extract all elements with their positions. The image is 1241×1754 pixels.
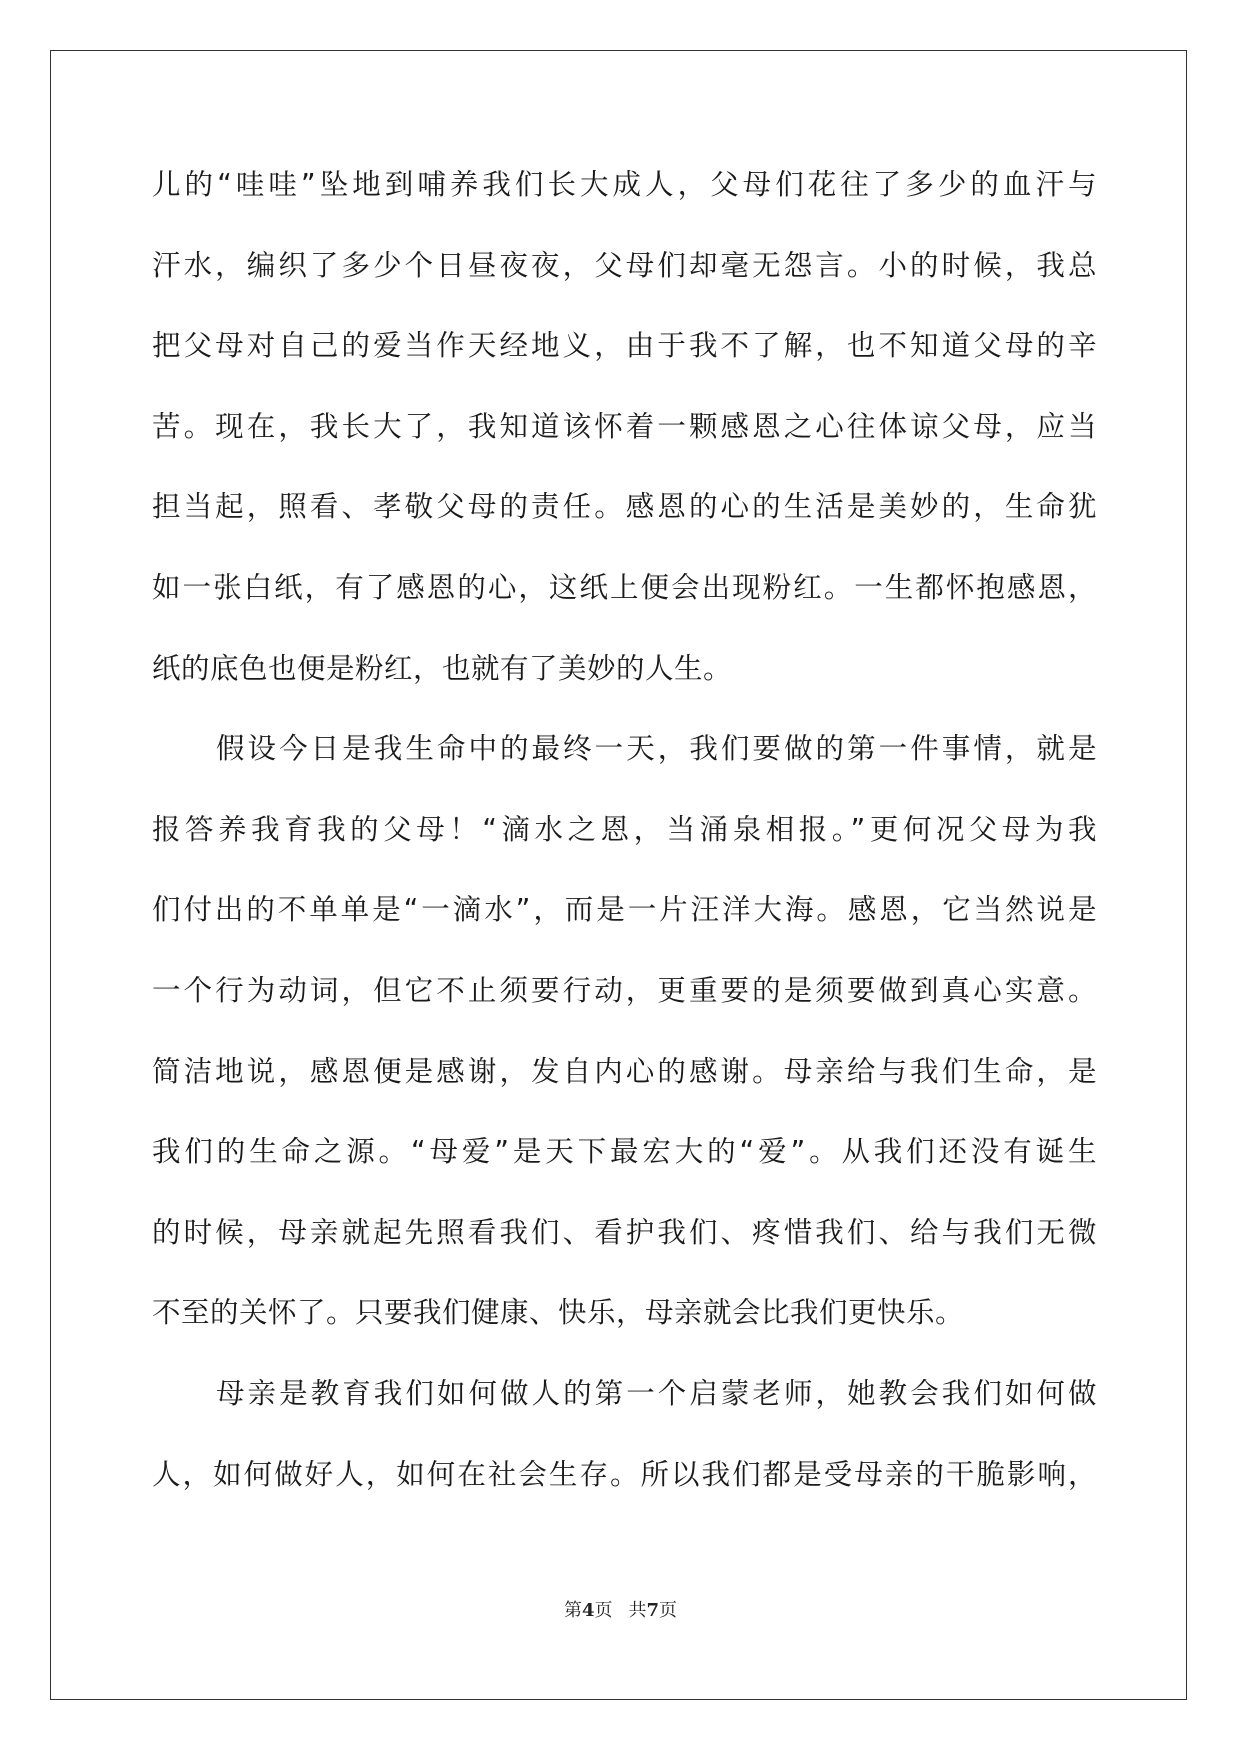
footer-prefix: 第 <box>563 1600 582 1621</box>
text-line: 担当起，照看、孝敬父母的责任。感恩的心的生活是美妙的，生命犹 <box>152 490 1097 524</box>
text-line: 如一张白纸，有了感恩的心，这纸上便会出现粉红。一生都怀抱感恩， <box>152 570 1097 604</box>
text-line: 假设今日是我生命中的最终一天，我们要做的第一件事情，就是 <box>216 732 1097 766</box>
text-line: 不至的关怀了。只要我们健康、快乐，母亲就会比我们更快乐。 <box>152 1296 965 1330</box>
text-line: 纸的底色也便是粉红，也就有了美妙的人生。 <box>152 651 733 685</box>
footer-page-suffix: 页 <box>594 1600 613 1621</box>
page-footer <box>0 1596 1241 1622</box>
text-line: 一个行为动词，但它不止须要行动，更重要的是须要做到真心实意。 <box>152 973 1097 1007</box>
text-line: 的时候，母亲就起先照看我们、看护我们、疼惜我们、给与我们无微 <box>152 1215 1097 1249</box>
current-page-number: 4 <box>581 1600 595 1621</box>
document-body <box>152 163 1097 1533</box>
total-pages-number: 7 <box>646 1600 660 1621</box>
text-line: 汗水，编织了多少个日昼夜夜，父母们却毫无怨言。小的时候，我总 <box>152 248 1097 282</box>
text-line: 报答养我育我的父母！“滴水之恩，当涌泉相报。”更何况父母为我 <box>152 812 1097 846</box>
footer-total-suffix: 页 <box>659 1600 678 1621</box>
footer-total-prefix: 共 <box>628 1600 647 1621</box>
text-line: 我们的生命之源。“母爱”是天下最宏大的“爱”。从我们还没有诞生 <box>152 1135 1097 1169</box>
text-line: 简洁地说，感恩便是感谢，发自内心的感谢。母亲给与我们生命，是 <box>152 1054 1097 1088</box>
text-line: 母亲是教育我们如何做人的第一个启蒙老师，她教会我们如何做 <box>216 1376 1097 1410</box>
text-line: 们付出的不单单是“一滴水”，而是一片汪洋大海。感恩，它当然说是 <box>152 893 1097 927</box>
text-line: 儿的“哇哇”坠地到哺养我们长大成人，父母们花往了多少的血汗与 <box>152 168 1097 201</box>
text-line: 人，如何做好人，如何在社会生存。所以我们都是受母亲的干脆影响， <box>152 1457 1097 1491</box>
text-line: 把父母对自己的爱当作天经地义，由于我不了解，也不知道父母的辛 <box>152 329 1097 363</box>
text-line: 苦。现在，我长大了，我知道该怀着一颗感恩之心往体谅父母，应当 <box>152 409 1097 443</box>
